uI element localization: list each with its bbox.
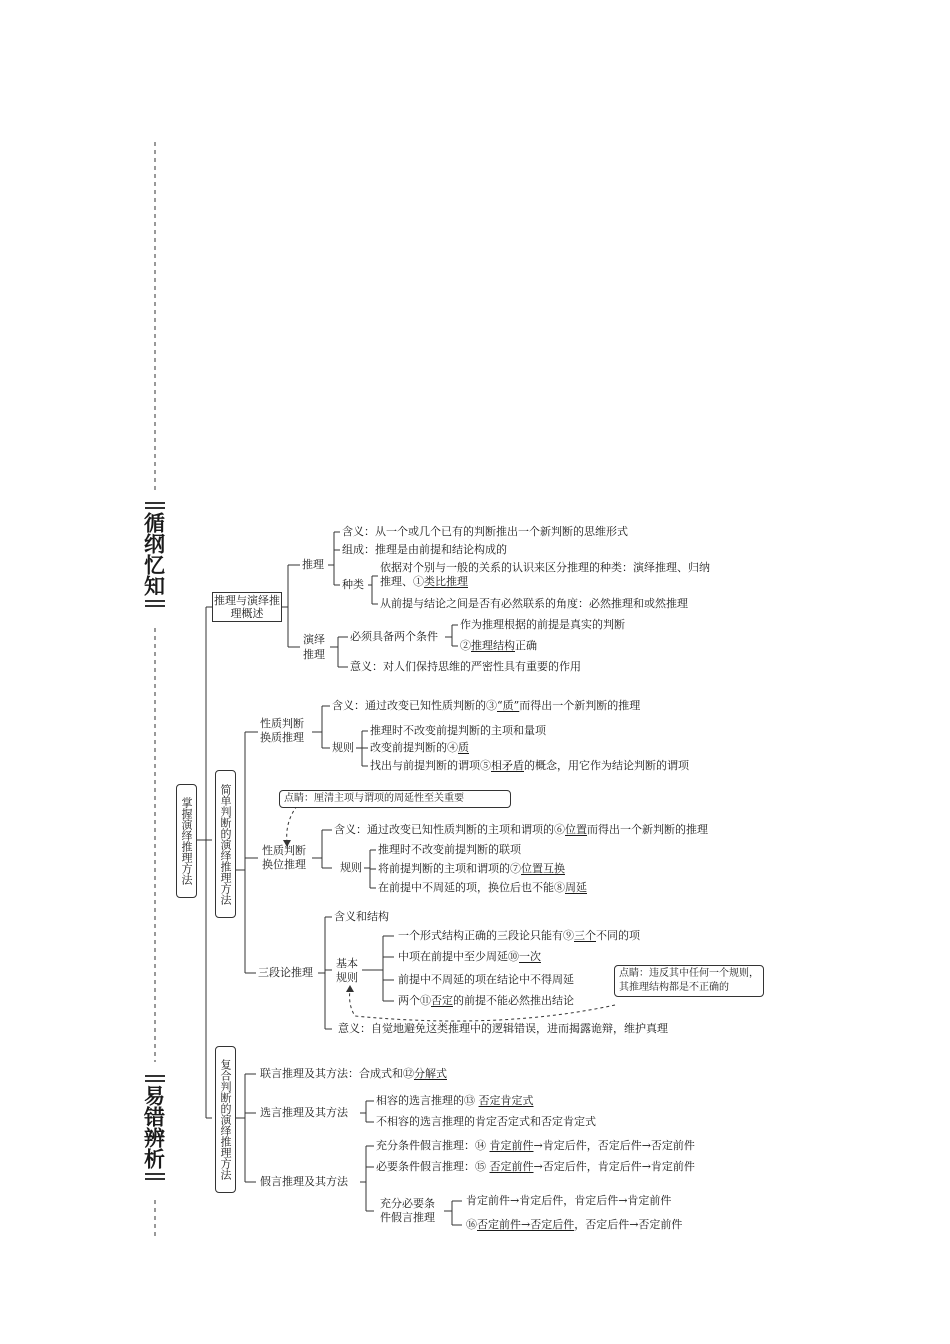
lianyan-pre: 联言推理及其方法：合成式和⑫	[260, 1067, 414, 1080]
answer-13: 否定肯定式	[478, 1094, 534, 1107]
huanzhi-label-2: 换质推理	[260, 731, 304, 744]
answer-12: 分解式	[414, 1067, 447, 1080]
sanduanlun-label: 三段论推理	[258, 966, 313, 979]
s-r1-pre: 一个形式结构正确的三段论只能有⑨	[398, 929, 574, 942]
hz-r3-pre: 找出与前提判断的谓项⑤	[370, 759, 491, 772]
answer-3: “质”	[497, 699, 520, 712]
c2-post: 正确	[515, 639, 537, 652]
huanwei-rule-1: 推理时不改变前提判断的联项	[378, 843, 521, 856]
note-1-text: 点睛：厘清主项与谓项的周延性至关重要	[284, 793, 464, 804]
xuanyan-2: 不相容的选言推理的肯定否定式和否定肯定式	[376, 1115, 596, 1128]
cf2-post: ，否定后件→否定前件	[574, 1218, 683, 1231]
huanzhi-rule-1: 推理时不改变前提判断的主项和量项	[370, 724, 546, 737]
xy1-pre: 相容的选言推理的⑬	[376, 1094, 479, 1107]
jiayan-label: 假言推理及其方法	[260, 1175, 348, 1188]
jiben-label-2: 规则	[336, 971, 358, 984]
answer-2: 推理结构	[471, 639, 515, 652]
sidebar-section-title-2	[138, 1085, 168, 1174]
lianyan-line	[260, 1067, 447, 1081]
xuanyan-1	[376, 1094, 534, 1108]
answer-7: 位置互换	[521, 862, 565, 875]
tuili-hanyi: 含义：从一个或几个已有的判断推出一个新判断的思维形式	[342, 525, 628, 538]
sdl-rule-2	[398, 950, 541, 964]
sdl-rule-3: 前提中不周延的项在结论中不得周延	[398, 973, 574, 986]
c2-pre: ②	[460, 639, 471, 652]
hw-hanyi-pre: 含义：通过改变已知性质判断的主项和谓项的⑥	[334, 823, 565, 836]
answer-8: 周延	[565, 881, 587, 894]
answer-11: 否定	[431, 994, 453, 1007]
yanyi-yiyi: 意义：对人们保持思维的严密性具有重要的作用	[350, 660, 581, 673]
b1-title: 推理与演绎推理概述	[214, 594, 280, 620]
answer-9: 三个	[574, 929, 596, 942]
jiben-label-1: 基本	[336, 957, 358, 970]
answer-1: 类比推理	[424, 575, 468, 588]
hz-r2-pre: 改变前提判断的④	[370, 741, 458, 754]
answer-4: 质	[458, 741, 469, 754]
yanyi-label-1: 演绎	[303, 633, 325, 646]
answer-5: 相矛盾	[491, 759, 524, 772]
s-r2-pre: 中项在前提中至少周延⑩	[398, 950, 519, 963]
answer-6: 位置	[565, 823, 587, 836]
yanyi-label-2: 推理	[303, 648, 325, 661]
hz-hanyi-pre: 含义：通过改变已知性质判断的③	[332, 699, 497, 712]
huanzhi-guize: 规则	[332, 741, 354, 754]
sdl-yiyi: 意义：自觉地避免这类推理中的逻辑错误，进而揭露诡辩，维护真理	[338, 1022, 668, 1035]
jy2-post: →否定后件，肯定后件→肯定前件	[533, 1160, 695, 1173]
zhonglei-1-line1: 依据对个别与一般的关系的认识来区分推理的种类：演绎推理、归纳	[380, 561, 710, 574]
huanzhi-rule-2	[370, 741, 469, 755]
huanwei-rule-2	[378, 862, 565, 876]
b2-title: 简单判断的演绎推理方法	[219, 783, 232, 905]
sidebar-section-title-1	[138, 512, 168, 601]
jy1-pre: 充分条件假言推理：⑭	[376, 1139, 490, 1152]
answer-10: 一次	[519, 950, 541, 963]
note-2-text: 点睛：违反其中任何一个规则，其推理结构都是不正确的	[619, 968, 759, 993]
cfby-label-2: 件假言推理	[380, 1211, 435, 1224]
huanwei-hanyi	[334, 823, 708, 837]
jy2-pre: 必要条件假言推理：⑮	[376, 1160, 490, 1173]
sdl-rule-1	[398, 929, 640, 943]
b3-title-box	[215, 1046, 236, 1193]
jiayan-2	[376, 1160, 695, 1174]
s-r4-pre: 两个⑪	[398, 994, 431, 1007]
bixu-label: 必须具备两个条件	[350, 630, 438, 643]
root-label: 掌握演绎推理方法	[180, 797, 193, 885]
condition-2	[460, 639, 537, 653]
hw-r3-pre: 在前提中不周延的项，换位后也不能⑧	[378, 881, 565, 894]
b1-title-box	[212, 592, 282, 622]
answer-14: 肯定前件	[489, 1139, 534, 1152]
tuili-label: 推理	[302, 558, 324, 571]
tuili-zucheng: 组成：推理是由前提和结论构成的	[342, 543, 507, 556]
section2-label: 易错辨析	[141, 1085, 166, 1169]
jiayan-1	[376, 1139, 695, 1153]
jy1-post: →肯定后件，否定后件→否定前件	[533, 1139, 695, 1152]
cf2-pre: ⑯	[466, 1218, 477, 1231]
section1-label: 循纲忆知	[141, 512, 166, 596]
hw-hanyi-post: 而得出一个新判断的推理	[587, 823, 708, 836]
huanzhi-hanyi	[332, 699, 640, 713]
b3-title: 复合判断的演绎推理方法	[219, 1059, 232, 1180]
hz-hanyi-post: 而得出一个新判断的推理	[519, 699, 641, 712]
root-node	[176, 784, 197, 898]
cfby-2	[466, 1218, 682, 1232]
zl1-pre: 推理、①	[380, 575, 424, 588]
answer-16: 否定前件→否定后件	[477, 1218, 575, 1231]
sdl-hanyi: 含义和结构	[334, 910, 389, 923]
huanwei-label-1: 性质判断	[262, 844, 306, 857]
zhonglei-2: 从前提与结论之间是否有必然联系的角度：必然推理和或然推理	[380, 597, 688, 610]
zhonglei-label: 种类	[342, 578, 364, 591]
sdl-rule-4	[398, 994, 574, 1008]
hz-r3-post: 的概念，用它作为结论判断的谓项	[524, 759, 689, 772]
s-r4-post: 的前提不能必然推出结论	[453, 994, 574, 1007]
hw-r2-pre: 将前提判断的主项和谓项的⑦	[378, 862, 521, 875]
b2-title-box	[215, 770, 236, 918]
zhonglei-1-line2	[380, 575, 468, 589]
huanzhi-rule-3	[370, 759, 689, 773]
xuanyan-label: 选言推理及其方法	[260, 1106, 348, 1119]
cfby-label-1: 充分必要条	[380, 1197, 435, 1210]
huanwei-rule-3	[378, 881, 587, 895]
huanwei-label-2: 换位推理	[262, 858, 306, 871]
huanwei-guize: 规则	[340, 861, 362, 874]
note-box-2	[614, 965, 764, 997]
cfby-1: 肯定前件→肯定后件，肯定后件→肯定前件	[466, 1194, 672, 1207]
note-box-1	[279, 790, 511, 808]
condition-1: 作为推理根据的前提是真实的判断	[460, 618, 625, 631]
answer-15: 否定前件	[489, 1160, 534, 1173]
huanzhi-label-1: 性质判断	[260, 717, 304, 730]
s-r1-post: 不同的项	[596, 929, 640, 942]
